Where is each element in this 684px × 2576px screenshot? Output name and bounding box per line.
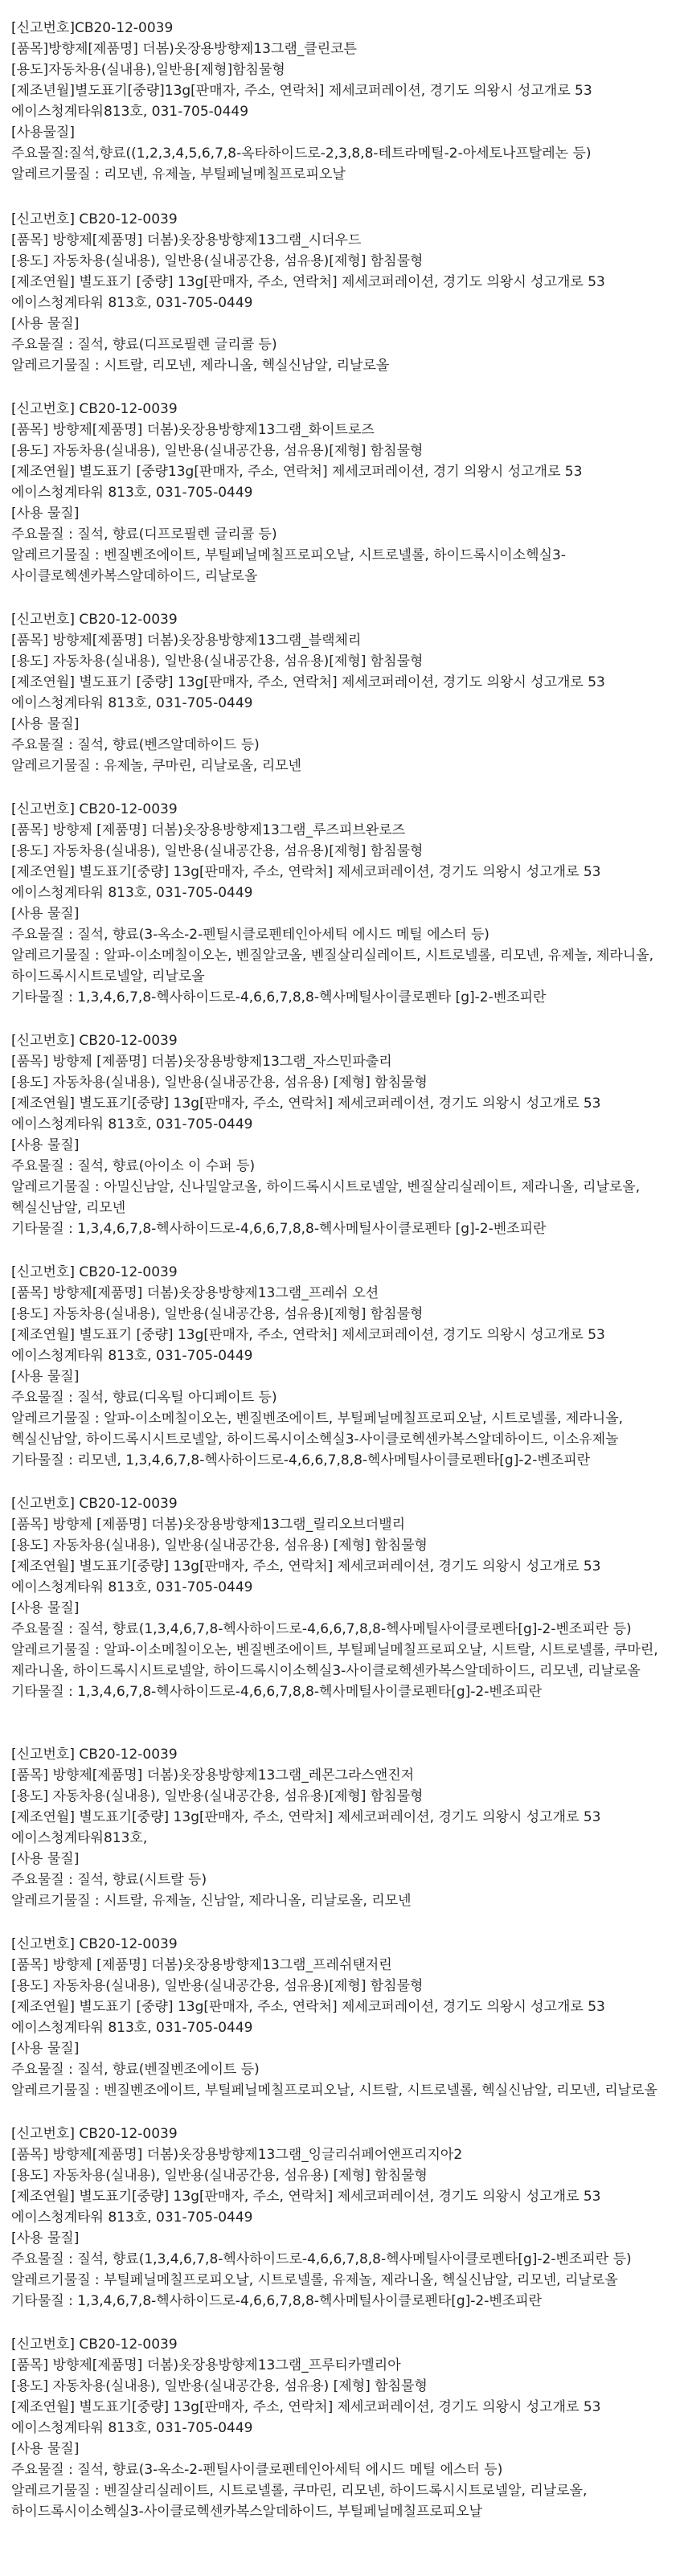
notice-line: [신고번호] CB20-12-0039 bbox=[11, 1936, 178, 1952]
notice-line: 기타물질 : 1,3,4,6,7,8-헥사하이드로-4,6,6,7,8,8-헥사메틸사이클로펜타 [g]-2-벤조피란 bbox=[11, 989, 547, 1005]
notice-line: 주요물질 : 질석, 향료(아이소 이 수퍼 등) bbox=[11, 1158, 256, 1174]
notice-line: [제조연월] 별도표기 [중량] 13g[판매자, 주소, 연락처] 제세코퍼레이션, 경기도 의왕시 성고개로 53 에이스청계타워 813호, 031-705-0449 bbox=[11, 674, 605, 711]
notice-line: 알레르기물질 : 알파-이소메칠이오논, 벤질벤조에이트, 부틸페닐메칠프로피오날, 시트랄, 시트로넬롤, 쿠마린, 제라니올, 하이드록시시트로넬알, 하이드록시이소헥실3-사이클로헥센카복스알데하이드, 리모넨, 리날로올 bbox=[11, 1642, 658, 1679]
notice-line: [신고번호] CB20-12-0039 bbox=[11, 801, 178, 817]
notice-line: 알레르기물질 : 시트랄, 유제놀, 신남알, 제라니올, 리날로올, 리모넨 bbox=[11, 1893, 412, 1909]
notice-line: 알레르기물질 : 부틸페닐메칠프로피오날, 시트로넬롤, 유제놀, 제라니올, 헥실신남알, 리모넨, 리날로올 bbox=[11, 2272, 618, 2288]
notice-line: [사용 물질] bbox=[11, 1851, 80, 1867]
notice-line: 기타물질 : 1,3,4,6,7,8-헥사하이드로-4,6,6,7,8,8-헥사메틸사이클로펜타[g]-2-벤조피란 bbox=[11, 1684, 543, 1700]
notice-line: [용도] 자동차용(실내용), 일반용(실내공간용, 섬유용) [제형] 함침물형 bbox=[11, 2378, 428, 2394]
product-notice-entry bbox=[11, 1030, 673, 1239]
notice-line: [용도]자동차용(실내용),일반용[제형]함침물형 bbox=[11, 62, 285, 78]
notice-line: [품목] 방향제[제품명] 더봄)옷장용방향제13그램_블랙체리 bbox=[11, 633, 362, 649]
notice-line: [신고번호] CB20-12-0039 bbox=[11, 1264, 178, 1280]
notice-line: 주요물질 : 질석, 향료(디프로필렌 글리콜 등) bbox=[11, 337, 277, 353]
notice-line: 알레르기물질 : 벤질벤조에이트, 부틸페닐메칠프로피오날, 시트로넬롤, 하이드록시이소헥실3-사이클로헥센카복스알데하이드, 리날로올 bbox=[11, 547, 566, 584]
notice-line: [사용 물질] bbox=[11, 716, 80, 732]
notice-line: [제조연월] 별도표기 [중량] 13g[판매자, 주소, 연락처] 제세코퍼레이션, 경기도 의왕시 성고개로 53 에이스청계타워 813호, 031-705-0449 bbox=[11, 1999, 605, 2036]
notice-line: 알레르기물질 : 벤질벤조에이트, 부틸페닐메칠프로피오날, 시트랄, 시트로넬롤, 헥실신남알, 리모넨, 리날로올 bbox=[11, 2083, 657, 2099]
product-notice-entry bbox=[11, 18, 673, 185]
notice-line: [품목] 방향제[제품명] 더봄)옷장용방향제13그램_시더우드 bbox=[11, 232, 362, 248]
notice-line: 알레르기물질 : 유제놀, 쿠마린, 리날로올, 리모넨 bbox=[11, 758, 301, 774]
notice-line: [신고번호] CB20-12-0039 bbox=[11, 401, 178, 417]
notice-line: [신고번호] CB20-12-0039 bbox=[11, 211, 178, 227]
product-notice-entry bbox=[11, 399, 673, 587]
product-notice-entry bbox=[11, 2334, 673, 2522]
notice-line: 알레르기물질 : 알파-이소메칠이오논, 벤질벤조에이트, 부틸페닐메칠프로피오날, 시트로넬롤, 제라니올, 헥실신남알, 하이드록시시트로넬알, 하이드록시이소헥실3-사이클로헥센카복스알데하이드, 이소유제놀 bbox=[11, 1411, 624, 1448]
notice-line: 주요물질 : 질석, 향료(3-옥소-2-펜틸시클로펜테인아세틱 에시드 메틸 에스터 등) bbox=[11, 927, 489, 943]
notice-line: 주요물질 : 질석, 향료(3-옥소-2-펜틸사이클로펜테인아세틱 에시드 메틸 에스터 등) bbox=[11, 2462, 503, 2478]
notice-line: [용도] 자동차용(실내용), 일반용(실내공간용, 섬유용)[제형] 함침물형 bbox=[11, 653, 424, 670]
notice-line: [신고번호] CB20-12-0039 bbox=[11, 1496, 178, 1512]
notice-line: [사용 물질] bbox=[11, 1600, 80, 1616]
product-notice-entry bbox=[11, 1262, 673, 1471]
notice-line: 주요물질 : 질석, 향료(벤즈알데하이드 등) bbox=[11, 737, 260, 753]
notice-line: [품목] 방향제 [제품명] 더봄)옷장용방향제13그램_프레쉬탠저린 bbox=[11, 1957, 392, 1973]
notice-line: 알레르기물질 : 아밀신남알, 신나밀알코올, 하이드록시시트로넬알, 벤질살리실레이트, 제라니올, 리날로올, 헥실신남알, 리모넨 bbox=[11, 1179, 641, 1216]
notice-line: [사용 물질] bbox=[11, 1369, 80, 1385]
notice-line: [용도] 자동차용(실내용), 일반용(실내공간용, 섬유용)[제형] 함침물형 bbox=[11, 1978, 424, 1994]
notice-line: [품목] 방향제[제품명] 더봄)옷장용방향제13그램_화이트로즈 bbox=[11, 422, 375, 438]
notice-line: [품목] 방향제[제품명] 더봄)옷장용방향제13그램_프루티카멜리아 bbox=[11, 2357, 401, 2373]
notice-line: [용도] 자동차용(실내용), 일반용(실내공간용, 섬유용)[제형] 함침물형 bbox=[11, 443, 424, 459]
notice-line: 주요물질:질석,향료((1,2,3,4,5,6,7,8-옥타하이드로-2,3,8,8-테트라메틸-2-아세토나프탈레논 등) bbox=[11, 145, 592, 162]
notice-line: 알레르기물질 : 벤질살리실레이트, 시트로넬롤, 쿠마린, 리모넨, 하이드록시시트로넬알, 리날로올, 하이드록시이소헥실3-사이클로헥센카복스알데하이드, 부틸페닐메칠프로피오날 bbox=[11, 2483, 588, 2520]
notice-line: [제조연월] 별도표기[중량] 13g[판매자, 주소, 연락처] 제세코퍼레이션, 경기도 의왕시 성고개로 53 에이스청계타워 813호, 031-705-0449 bbox=[11, 2399, 601, 2436]
notice-line: [제조연월] 별도표기 [중량] 13g[판매자, 주소, 연락처] 제세코퍼레이션, 경기도 의왕시 성고개로 53 에이스청계타워 813호, 031-705-0449 bbox=[11, 1327, 605, 1364]
notice-line: [신고번호]CB20-12-0039 bbox=[11, 20, 174, 36]
notice-line: [제조연월] 별도표기[중량] 13g[판매자, 주소, 연락처] 제세코퍼레이션, 경기도 의왕시 성고개로 53 에이스청계타워 813호, 031-705-0449 bbox=[11, 2189, 601, 2226]
notice-line: [품목] 방향제 [제품명] 더봄)옷장용방향제13그램_릴리오브더밸리 bbox=[11, 1517, 406, 1533]
notice-line: [신고번호] CB20-12-0039 bbox=[11, 1747, 178, 1763]
notice-line: 기타물질 : 1,3,4,6,7,8-헥사하이드로-4,6,6,7,8,8-헥사메틸사이클로펜타[g]-2-벤조피란 bbox=[11, 2293, 543, 2309]
product-notice-entry bbox=[11, 799, 673, 1008]
notice-line: 기타물질 : 리모넨, 1,3,4,6,7,8-헥사하이드로-4,6,6,7,8,8-헥사메틸사이클로펜타[g]-2-벤조피란 bbox=[11, 1452, 591, 1468]
notice-line: 주요물질 : 질석, 향료(시트랄 등) bbox=[11, 1872, 207, 1888]
notice-line: [용도] 자동차용(실내용), 일반용(실내공간용, 섬유용)[제형] 함침물형 bbox=[11, 1788, 424, 1804]
notice-line: [품목] 방향제 [제품명] 더봄)옷장용방향제13그램_루즈피브완로즈 bbox=[11, 822, 406, 838]
notice-line: [사용물질] bbox=[11, 125, 75, 141]
notice-line: [제조연월] 별도표기[중량] 13g[판매자, 주소, 연락처] 제세코퍼레이션, 경기도 의왕시 성고개로 53 에이스청계타워813호, bbox=[11, 1809, 601, 1846]
notice-line: [용도] 자동차용(실내용), 일반용(실내공간용, 섬유용) [제형] 함침물형 bbox=[11, 1538, 428, 1554]
notice-line: 알레르기물질 : 시트랄, 리모넨, 제라니올, 헥실신남알, 리날로올 bbox=[11, 358, 390, 374]
notice-line: [용도] 자동차용(실내용), 일반용(실내공간용, 섬유용)[제형] 함침물형 bbox=[11, 843, 424, 859]
notice-line: [사용 물질] bbox=[11, 2441, 80, 2457]
notice-line: [품목]방향제[제품명] 더봄)옷장용방향제13그램_클린코튼 bbox=[11, 41, 357, 57]
notice-line: 주요물질 : 질석, 향료(1,3,4,6,7,8-헥사하이드로-4,6,6,7,8,8-헥사메틸사이클로펜타[g]-2-벤조피란 등) bbox=[11, 2251, 632, 2267]
notice-line: 주요물질 : 질석, 향료(1,3,4,6,7,8-헥사하이드로-4,6,6,7,8,8-헥사메틸사이클로펜타[g]-2-벤조피란 등) bbox=[11, 1621, 632, 1637]
notice-line: [제조연월] 별도표기[중량] 13g[판매자, 주소, 연락처] 제세코퍼레이션, 경기도 의왕시 성고개로 53 에이스청계타워 813호, 031-705-0449 bbox=[11, 1558, 601, 1595]
notice-line: [품목] 방향제[제품명] 더봄)옷장용방향제13그램_프레쉬 오션 bbox=[11, 1285, 379, 1301]
notice-line: 주요물질 : 질석, 향료(디옥틸 아디페이트 등) bbox=[11, 1390, 277, 1406]
notice-line: [제조연월] 별도표기[중량] 13g[판매자, 주소, 연락처] 제세코퍼레이션, 경기도 의왕시 성고개로 53 에이스청계타워 813호, 031-705-0449 bbox=[11, 864, 601, 901]
notice-line: [신고번호] CB20-12-0039 bbox=[11, 2336, 178, 2353]
notice-line: [신고번호] CB20-12-0039 bbox=[11, 1033, 178, 1049]
notice-line: 알레르기물질 : 리모넨, 유제놀, 부틸페닐메칠프로피오날 bbox=[11, 166, 346, 182]
notice-line: [용도] 자동차용(실내용), 일반용(실내공간용, 섬유용) [제형] 함침물형 bbox=[11, 2168, 428, 2184]
notice-line: [제조연월] 별도표기 [중량] 13g[판매자, 주소, 연락처] 제세코퍼레이션, 경기도 의왕시 성고개로 53 에이스청계타워 813호, 031-705-0449 bbox=[11, 274, 605, 311]
notice-line: [제조연월] 별도표기[중량] 13g[판매자, 주소, 연락처] 제세코퍼레이션, 경기도 의왕시 성고개로 53 에이스청계타워 813호, 031-705-0449 bbox=[11, 1096, 601, 1132]
notice-line: [신고번호] CB20-12-0039 bbox=[11, 612, 178, 628]
notice-line: [품목] 방향제 [제품명] 더봄)옷장용방향제13그램_자스민파출리 bbox=[11, 1054, 392, 1070]
notice-line: [용도] 자동차용(실내용), 일반용(실내공간용, 섬유용)[제형] 함침물형 bbox=[11, 253, 424, 269]
notice-line: 기타물질 : 1,3,4,6,7,8-헥사하이드로-4,6,6,7,8,8-헥사메틸사이클로펜타 [g]-2-벤조피란 bbox=[11, 1221, 547, 1237]
product-notice-entry bbox=[11, 1493, 673, 1702]
notice-line: [제조년월]별도표기[중량]13g[판매자, 주소, 연락처] 제세코퍼레이션, 경기도 의왕시 성고개로 53 에이스청계타워813호, 031-705-0449 bbox=[11, 83, 592, 120]
notice-line: [품목] 방향제[제품명] 더봄)옷장용방향제13그램_레몬그라스앤진저 bbox=[11, 1767, 415, 1784]
product-notice-entry bbox=[11, 609, 673, 776]
notice-line: 알레르기물질 : 알파-이소메칠이오논, 벤질알코올, 벤질살리실레이트, 시트로넬롤, 리모넨, 유제놀, 제라니올, 하이드록시시트로넬알, 리날로올 bbox=[11, 948, 654, 985]
notice-line: [용도] 자동차용(실내용), 일반용(실내공간용, 섬유용)[제형] 함침물형 bbox=[11, 1306, 424, 1322]
notice-line: [사용 물질] bbox=[11, 2230, 80, 2246]
product-notice-entry bbox=[11, 2123, 673, 2312]
product-notice-entry bbox=[11, 209, 673, 376]
notice-line: 주요물질 : 질석, 향료(벤질벤조에이트 등) bbox=[11, 2062, 260, 2078]
notice-line: [신고번호] CB20-12-0039 bbox=[11, 2126, 178, 2142]
notice-line: 주요물질 : 질석, 향료(디프로필렌 글리콜 등) bbox=[11, 526, 277, 543]
notice-line: [사용 물질] bbox=[11, 906, 80, 922]
notice-line: [용도] 자동차용(실내용), 일반용(실내공간용, 섬유용) [제형] 함침물형 bbox=[11, 1075, 428, 1091]
notice-line: [사용 물질] bbox=[11, 506, 80, 522]
notice-line: [사용 물질] bbox=[11, 2041, 80, 2057]
notice-line: [사용 물질] bbox=[11, 1137, 80, 1153]
product-notice-entry bbox=[11, 1934, 673, 2101]
product-notice-entry bbox=[11, 1744, 673, 1911]
notice-line: [품목] 방향제[제품명] 더봄)옷장용방향제13그램_잉글리쉬페어앤프리지아2 bbox=[11, 2147, 463, 2163]
notice-line: [제조연월] 별도표기 [중량13g[판매자, 주소, 연락처] 제세코퍼레이션, 경기 의왕시 성고개로 53 에이스청계타워 813호, 031-705-0449 bbox=[11, 464, 583, 501]
notice-line: [사용 물질] bbox=[11, 316, 80, 332]
